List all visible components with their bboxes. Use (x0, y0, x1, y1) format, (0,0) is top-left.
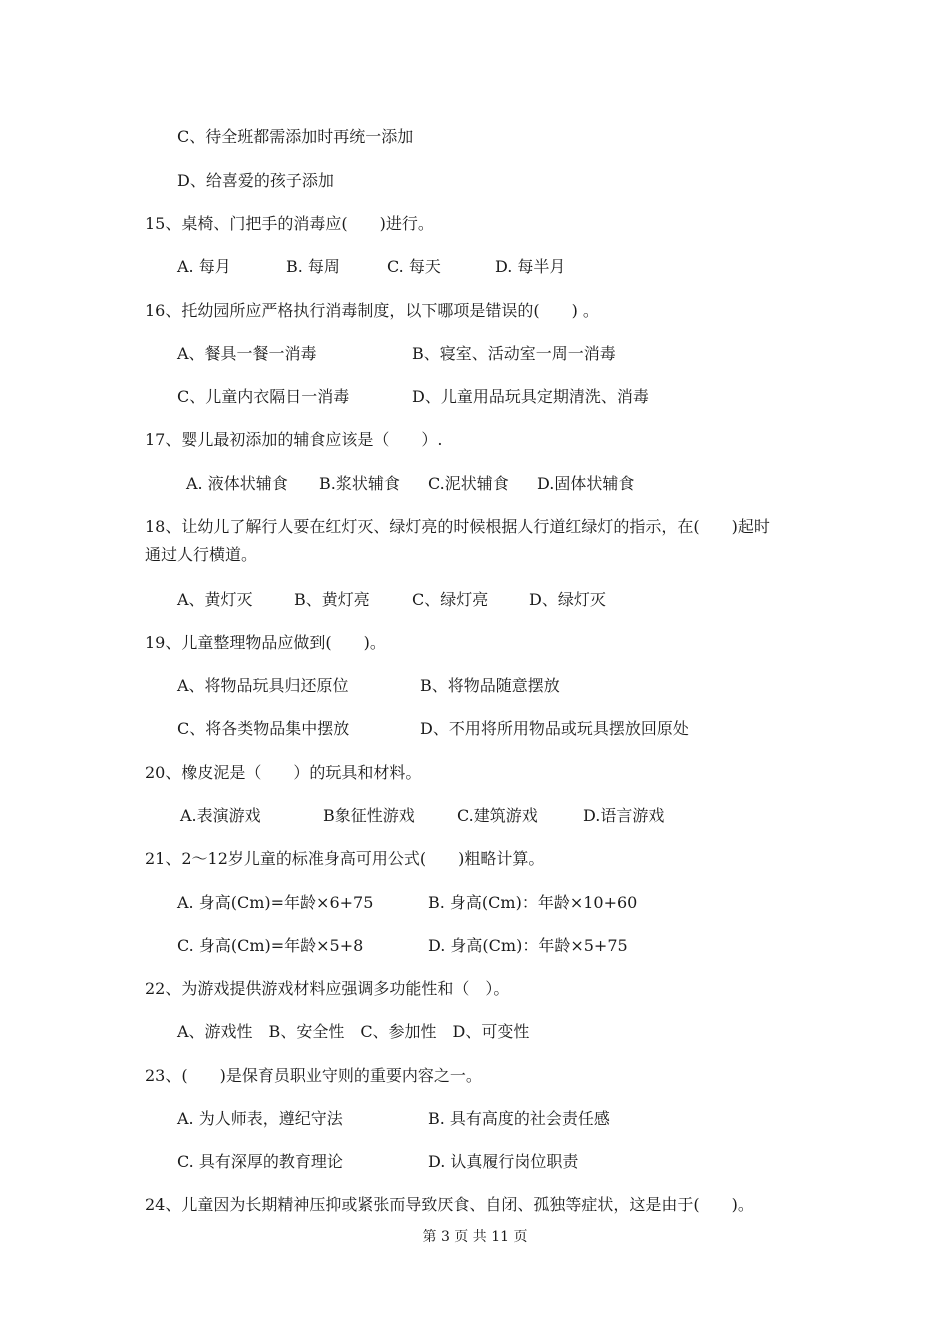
option-b: B、将物品随意摆放 (420, 676, 560, 695)
option-d: D. 认真履行岗位职责 (428, 1152, 579, 1171)
option-c: C. 每天 (387, 257, 441, 276)
options-line: A、游戏性 B、安全性 C、参加性 D、可变性 (177, 1022, 530, 1041)
option-b: B. 每周 (286, 257, 340, 276)
option-d: D、绿灯灭 (529, 590, 606, 609)
option-d: D. 身高(Cm)：年龄×5+75 (428, 936, 628, 955)
option-c: C.泥状辅食 (428, 474, 509, 493)
option-b: B.浆状辅食 (319, 474, 400, 493)
option-c: C、将各类物品集中摆放 (177, 719, 350, 738)
question-18-stem-cont: 通过人行横道。 (145, 545, 258, 564)
option-a: A、餐具一餐一消毒 (177, 344, 317, 363)
option-a: A、黄灯灭 (177, 590, 253, 609)
option-b: B象征性游戏 (323, 806, 415, 825)
option-c: C.建筑游戏 (457, 806, 538, 825)
option-d: D.固体状辅食 (537, 474, 635, 493)
question-22-stem: 22、为游戏提供游戏材料应强调多功能性和（ ）。 (145, 979, 510, 998)
option-a: A. 液体状辅食 (186, 474, 288, 493)
option-c: C. 具有深厚的教育理论 (177, 1152, 343, 1171)
option-c: C. 身高(Cm)=年龄×5+8 (177, 936, 364, 955)
option-c: C、儿童内衣隔日一消毒 (177, 387, 350, 406)
page-number: 第 3 页 共 11 页 (422, 1229, 528, 1245)
option-d: D、儿童用品玩具定期清洗、消毒 (412, 387, 649, 406)
option-d-prev: D、给喜爱的孩子添加 (177, 171, 334, 190)
question-21-stem: 21、2～12岁儿童的标准身高可用公式( )粗略计算。 (145, 849, 545, 868)
question-16-stem: 16、托幼园所应严格执行消毒制度，以下哪项是错误的( ) 。 (145, 301, 599, 320)
option-a: A、将物品玩具归还原位 (177, 676, 349, 695)
option-d: D.语言游戏 (583, 806, 665, 825)
option-b: B. 具有高度的社会责任感 (428, 1109, 610, 1128)
question-20-stem: 20、橡皮泥是（ ）的玩具和材料。 (145, 763, 422, 782)
option-c-prev: C、待全班都需添加时再统一添加 (177, 127, 414, 146)
option-a: A. 每月 (177, 257, 231, 276)
option-d: D、不用将所用物品或玩具摆放回原处 (420, 719, 689, 738)
option-b: B、黄灯亮 (294, 590, 370, 609)
option-c: C、绿灯亮 (412, 590, 489, 609)
question-18-stem: 18、让幼儿了解行人要在红灯灭、绿灯亮的时候根据人行道红绿灯的指示，在( )起时 (145, 517, 770, 536)
option-a: A. 为人师表，遵纪守法 (177, 1109, 343, 1128)
question-19-stem: 19、儿童整理物品应做到( )。 (145, 633, 386, 652)
option-b: B、寝室、活动室一周一消毒 (412, 344, 616, 363)
option-b: B. 身高(Cm)：年龄×10+60 (428, 893, 638, 912)
question-17-stem: 17、婴儿最初添加的辅食应该是（ ）. (145, 430, 443, 449)
option-d: D. 每半月 (495, 257, 566, 276)
option-a: A.表演游戏 (180, 806, 261, 825)
question-23-stem: 23、( )是保育员职业守则的重要内容之一。 (145, 1066, 482, 1085)
option-a: A. 身高(Cm)=年龄×6+75 (177, 893, 374, 912)
question-24-stem: 24、儿童因为长期精神压抑或紧张而导致厌食、自闭、孤独等症状，这是由于( )。 (145, 1195, 754, 1214)
question-15-stem: 15、桌椅、门把手的消毒应( )进行。 (145, 214, 434, 233)
